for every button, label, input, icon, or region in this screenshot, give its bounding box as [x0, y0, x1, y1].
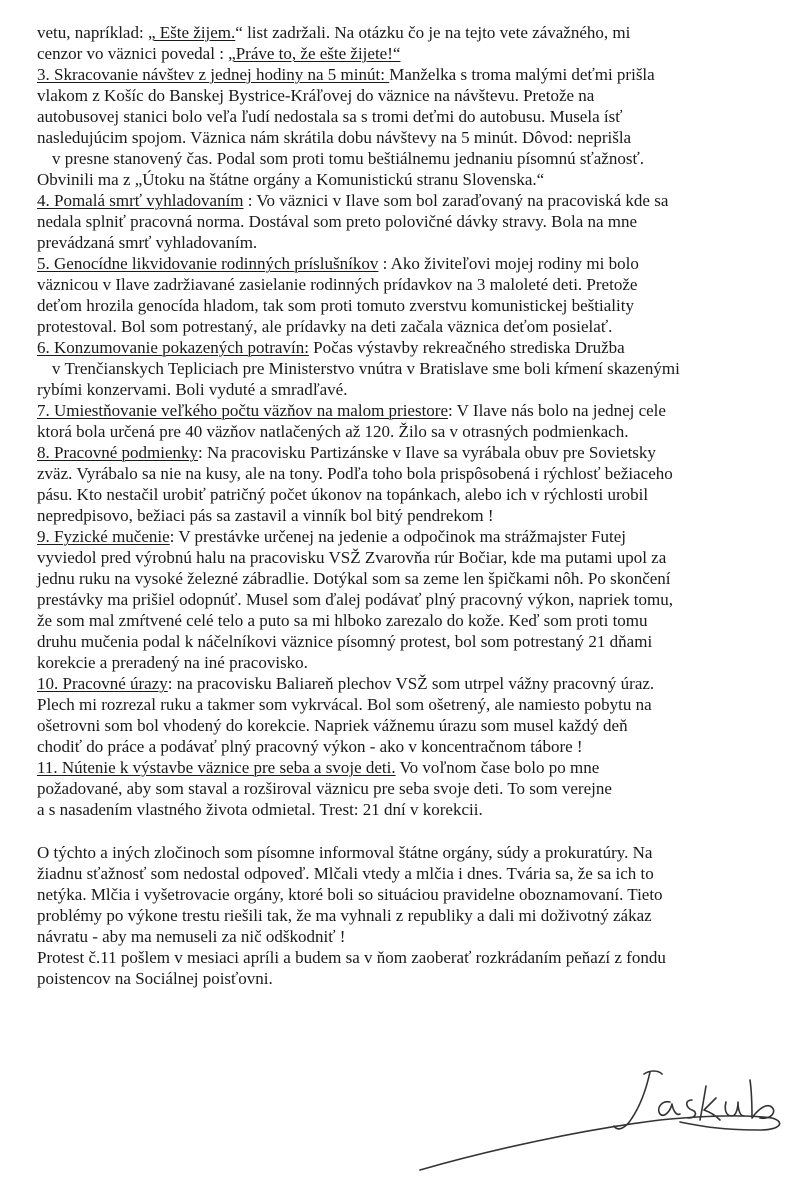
- text-run: Počas výstavby rekreačného strediska Družba: [308, 338, 625, 357]
- text-run: : Ako živiteľovi mojej rodiny mi bolo: [378, 254, 639, 273]
- text-run: nepredpisovo, bežiaci pás sa zastavil a vinník bol bitý pendrekom !: [37, 506, 494, 525]
- underlined-heading: 5. Genocídne likvidovanie rodinných príslušníkov: [37, 254, 379, 273]
- text-run: : na pracovisku Baliareň plechov VSŽ som utrpel vážny pracovný úraz.: [167, 674, 655, 693]
- text-run: druhu mučenia podal k náčelníkovi väznice písomný protest, bol som potrestaný 21 dňami: [37, 632, 653, 651]
- text-run: korekcie a preradený na iné pracovisko.: [37, 653, 308, 672]
- underlined-heading: 6. Konzumovanie pokazených potravín:: [37, 338, 309, 357]
- text-line: [37, 316, 612, 337]
- text-line: [37, 694, 652, 715]
- text-line: [37, 884, 663, 905]
- text-run: že som mal zmŕtvené celé telo a puto sa mi hlboko zarezalo do kože. Keď som proti tomu: [37, 611, 648, 630]
- text-line: [37, 253, 639, 274]
- text-line: [37, 43, 400, 64]
- text-line: [37, 673, 654, 694]
- text-run: požadované, aby som staval a rozširoval väznicu pre seba svoje deti. To som verejne: [37, 779, 612, 798]
- text-line: [37, 22, 630, 43]
- text-line: [37, 484, 648, 505]
- text-line: [37, 505, 494, 526]
- text-line: [37, 106, 622, 127]
- text-run: netýka. Mlčia i vyšetrovacie orgány, ktoré boli so situáciou pravidelne oboznamovaní. Tieto: [37, 885, 663, 904]
- underlined-heading: 7. Umiestňovanie veľkého počtu väzňov na malom priestore: [37, 401, 449, 420]
- text-run: ošetrovni som bol vhodený do korekcie. Napriek vážnemu úrazu som musel každý deň: [37, 716, 628, 735]
- text-run: zväz. Vyrábalo sa nie na kusy, ale na tony. Podľa toho bola prispôsobená i rýchlosť bežiaceho: [37, 464, 673, 483]
- text-run: vyviedol pred výrobnú halu na pracovisku VSŽ Zvarovňa rúr Bočiar, kde ma putami upol za: [37, 548, 667, 567]
- text-line: [37, 968, 273, 989]
- text-line: [37, 589, 673, 610]
- text-line: [37, 379, 347, 400]
- text-run: jednu ruku na vysoké železné zábradlie. Dotýkal som sa zeme len špičkami nôh. Po skončení: [37, 569, 671, 588]
- text-run: Vo voľnom čase bolo po mne: [395, 758, 600, 777]
- text-line: [37, 337, 625, 358]
- text-run: vlakom z Košíc do Banskej Bystrice-Kráľovej do väznice na návštevu. Pretože na: [37, 86, 595, 105]
- text-line: [37, 736, 583, 757]
- text-run: Plech mi rozrezal ruku a takmer som vykrvácal. Bol som ošetrený, ale namiesto pobytu na: [37, 695, 652, 714]
- text-line: [37, 947, 666, 968]
- text-run: nasledujúcim spojom. Väznica nám skrátila dobu návštevy na 5 minút. Dôvod: neprišla: [37, 128, 632, 147]
- text-run: v Trenčianskych Tepliciach pre Ministerstvo vnútra v Bratislave sme boli kŕmení skazenými: [52, 359, 680, 378]
- text-line: [52, 148, 644, 169]
- text-line: [37, 211, 637, 232]
- text-run: rybími konzervami. Boli vyduté a smradľavé.: [37, 380, 348, 399]
- underlined-heading: 11. Nútenie k výstavbe väznice pre seba a svoje deti.: [37, 758, 396, 777]
- text-line: [37, 127, 631, 148]
- text-run: : Vo väznici v Ilave som bol zaraďovaný na pracoviská kde sa: [243, 191, 669, 210]
- text-run: protestoval. Bol som potrestaný, ale prídavky na deti začala väznica deťom posielať.: [37, 317, 613, 336]
- text-line: [37, 863, 654, 884]
- text-run: v presne stanovený čas. Podal som proti tomu beštiálnemu jednaniu písomnú sťažnosť.: [52, 149, 644, 168]
- text-run: : V prestávke určenej na jedenie a odpočinok ma strážmajster Futej: [169, 527, 626, 546]
- text-run: prestávky ma prišiel odopnúť. Musel som ďalej podávať plný pracovný výkon, napriek tomu,: [37, 590, 673, 609]
- underlined-heading: 4. Pomalá smrť vyhladovaním: [37, 191, 244, 210]
- underlined-heading: „ Ešte žijem.: [147, 23, 236, 42]
- text-line: [37, 610, 648, 631]
- text-line: [37, 568, 671, 589]
- text-run: : Na pracovisku Partizánske v Ilave sa vyrábala obuv pre Sovietsky: [198, 443, 656, 462]
- text-run: pásu. Kto nestačil urobiť patričný počet úkonov na topánkach, alebo ich v rýchlosti urobil: [37, 485, 649, 504]
- text-run: a s nasadením vlastného života odmietal. Trest: 21 dní v korekcii.: [37, 800, 483, 819]
- text-run: deťom hrozila genocída hladom, tak som proti tomuto zverstvu komunistickej beštiality: [37, 296, 634, 315]
- text-line: [37, 631, 652, 652]
- text-run: väznicou v Ilave zadržiavané zasielanie rodinných prídavkov na 3 maloleté deti. Pretože: [37, 275, 638, 294]
- text-run: Manželka s troma malými deťmi prišla: [389, 65, 655, 84]
- text-line: [52, 358, 680, 379]
- text-run: nedala splniť pracovná norma. Dostával som preto polovičné dávky stravy. Bola na mne: [37, 212, 638, 231]
- text-run: poistencov na Sociálnej poisťovni.: [37, 969, 273, 988]
- text-line: [37, 400, 666, 421]
- text-line: [37, 799, 483, 820]
- underlined-heading: 9. Fyzické mučenie: [37, 527, 170, 546]
- text-line: [37, 463, 673, 484]
- text-run: Protest č.11 pošlem v mesiaci apríli a budem sa v ňom zaoberať rozkrádaním peňazí z fondu: [37, 948, 666, 967]
- text-line: [37, 64, 655, 85]
- text-line: [37, 190, 668, 211]
- text-run: žiadnu sťažnosť som nedostal odpoveď. Mlčali vtedy a mlčia i dnes. Tvária sa, že sa ich to: [37, 864, 654, 883]
- text-run: problémy po výkone trestu riešili tak, že ma vyhnali z republiky a dali mi doživotný zákaz: [37, 906, 652, 925]
- text-run: chodiť do práce a podávať plný pracovný výkon - ako v koncentračnom tábore !: [37, 737, 583, 756]
- text-run: O týchto a iných zločinoch som písomne informoval štátne orgány, súdy a prokuratúry. Na: [37, 843, 653, 862]
- text-line: [37, 232, 257, 253]
- text-run: “ list zadržali. Na otázku čo je na tejto vete závažného, mi: [235, 23, 631, 42]
- text-line: [37, 85, 594, 106]
- text-line: [37, 842, 652, 863]
- text-line: [37, 442, 656, 463]
- text-line: [37, 274, 637, 295]
- text-line: [37, 169, 544, 190]
- text-line: [37, 715, 628, 736]
- text-line: [37, 295, 634, 316]
- text-line: [37, 778, 612, 799]
- text-run: Obvinili ma z „Útoku na štátne orgány a Komunistickú stranu Slovenska.“: [37, 170, 545, 189]
- text-line: [37, 905, 652, 926]
- text-run: návratu - aby ma nemuseli za nič odškodniť !: [37, 927, 346, 946]
- text-run: ktorá bola určená pre 40 väzňov natlačených až 120. Žilo sa v otrasných podmienkach.: [37, 422, 629, 441]
- text-run: vetu, napríklad:: [37, 23, 148, 42]
- underlined-heading: 10. Pracovné úrazy: [37, 674, 168, 693]
- text-line: [37, 547, 666, 568]
- text-line: [37, 421, 628, 442]
- text-run: prevádzaná smrť vyhladovaním.: [37, 233, 258, 252]
- text-run: autobusovej stanici bolo veľa ľudí nedostala sa s tromi deťmi do autobusu. Musela ísť: [37, 107, 623, 126]
- text-line: [37, 652, 308, 673]
- text-line: [37, 526, 626, 547]
- text-line: [37, 757, 599, 778]
- text-run: cenzor vo väznici povedal :: [37, 44, 229, 63]
- underlined-heading: „Práve to, že ešte žijete!“: [228, 44, 401, 63]
- underlined-heading: 8. Pracovné podmienky: [37, 443, 198, 462]
- text-line: [37, 926, 345, 947]
- underlined-heading: 3. Skracovanie návštev z jednej hodiny na 5 minút:: [37, 65, 390, 84]
- text-run: : V Ilave nás bolo na jednej cele: [448, 401, 666, 420]
- handwritten-signature: [400, 1060, 790, 1180]
